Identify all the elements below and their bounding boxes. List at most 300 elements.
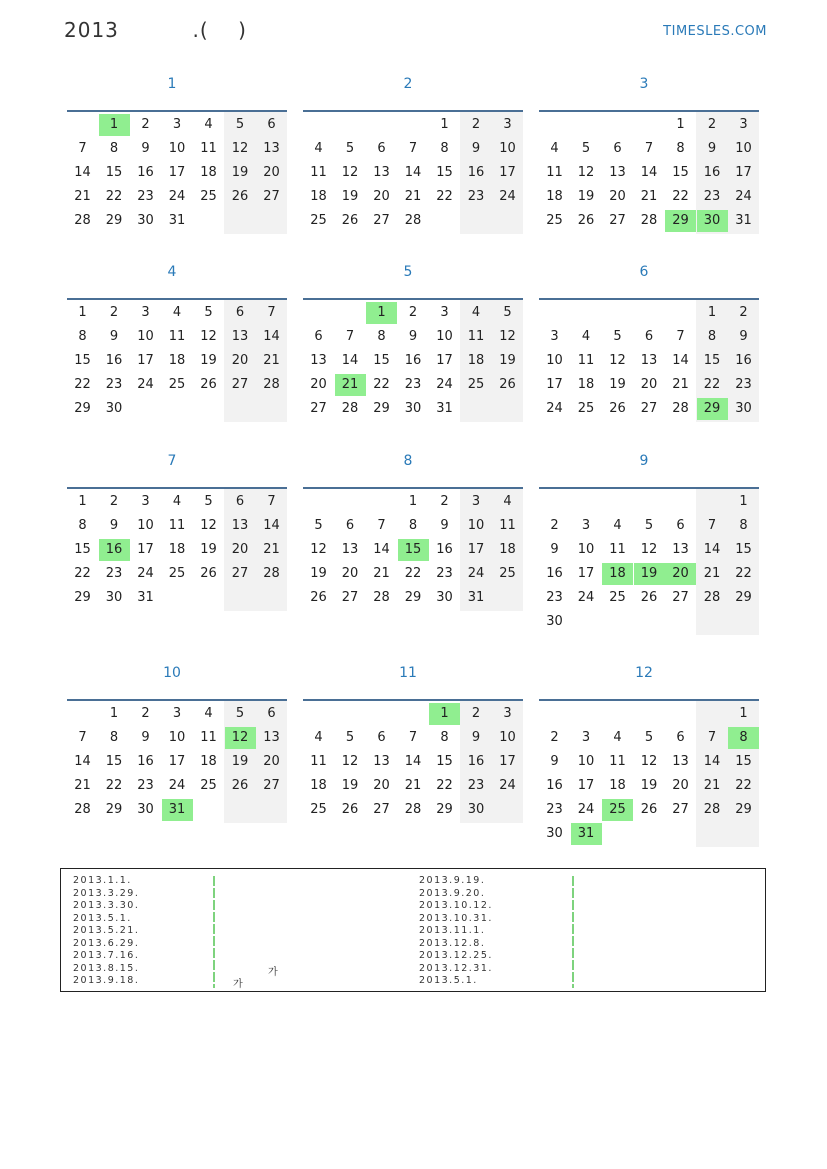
calendar-date: 2 — [471, 117, 481, 132]
calendar-date: 27 — [231, 566, 249, 581]
calendar-date: 5 — [613, 329, 622, 344]
calendar-date: 19 — [231, 754, 249, 769]
calendar-date: 7 — [78, 141, 87, 156]
calendar-date: 27 — [373, 802, 390, 817]
calendar-date: 27 — [373, 213, 390, 228]
calendar-date: 26 — [640, 590, 658, 605]
calendar-date: 28 — [263, 377, 280, 392]
calendar-date: 23 — [105, 566, 123, 581]
month-label: 2 — [403, 76, 413, 92]
calendar-date: 17 — [499, 165, 516, 180]
calendar-date: 18 — [200, 754, 217, 769]
calendar-date: 21 — [703, 566, 721, 581]
calendar-date: 9 — [440, 518, 449, 533]
holiday-date: 21 — [335, 374, 366, 396]
legend-date: 2013.5.21. — [73, 925, 140, 936]
calendar-date: 1 — [109, 706, 119, 721]
calendar-date: 20 — [640, 377, 658, 392]
calendar-date: 13 — [672, 754, 689, 769]
calendar-date: 25 — [310, 213, 327, 228]
calendar-date: 23 — [735, 377, 752, 392]
calendar-date: 16 — [703, 165, 721, 180]
calendar-date: 1 — [78, 494, 87, 509]
calendar-date: 16 — [467, 754, 485, 769]
calendar-date: 8 — [440, 730, 449, 745]
calendar-date: 10 — [499, 730, 516, 745]
legend-date: 2013.6.29. — [73, 937, 140, 949]
calendar-date: 18 — [609, 778, 626, 793]
calendar-date: 29 — [105, 802, 123, 817]
calendar-date: 2 — [440, 494, 449, 509]
calendar-date: 14 — [703, 542, 721, 557]
calendar-date: 6 — [235, 494, 245, 509]
legend-date: 2013.8.15. — [73, 962, 140, 974]
legend-date: 2013.3.29. — [73, 887, 140, 899]
calendar-date: 23 — [404, 377, 422, 392]
calendar-date: 24 — [168, 189, 186, 204]
month-label: 11 — [399, 665, 417, 681]
calendar-date: 13 — [231, 518, 249, 533]
calendar-date: 29 — [74, 401, 91, 416]
legend-note: 가 — [268, 967, 278, 978]
calendar-date: 12 — [341, 754, 359, 769]
calendar-date: 6 — [267, 117, 276, 132]
calendar-date: 3 — [503, 706, 512, 721]
calendar-date: 23 — [467, 189, 485, 204]
calendar-date: 2 — [550, 730, 559, 745]
calendar-date: 14 — [640, 165, 658, 180]
calendar-date: 11 — [499, 518, 516, 533]
calendar-date: 3 — [581, 730, 591, 745]
calendar-date: 31 — [735, 213, 752, 228]
calendar-date: 15 — [105, 165, 123, 180]
calendar-date: 11 — [310, 754, 327, 769]
calendar-date: 16 — [436, 542, 453, 557]
calendar-date: 19 — [310, 566, 327, 581]
calendar-date: 6 — [314, 329, 323, 344]
calendar-date: 7 — [267, 305, 276, 320]
calendar-date: 12 — [499, 329, 516, 344]
calendar-date: 24 — [577, 802, 595, 817]
calendar-date: 8 — [109, 141, 119, 156]
calendar-date: 30 — [105, 590, 123, 605]
calendar-date: 23 — [436, 566, 453, 581]
month-label: 9 — [639, 453, 649, 469]
calendar-date: 15 — [735, 542, 752, 557]
calendar-date: 20 — [373, 778, 390, 793]
calendar-date: 6 — [644, 329, 654, 344]
calendar-date: 22 — [703, 377, 721, 392]
calendar-date: 4 — [581, 329, 591, 344]
calendar-date: 9 — [408, 329, 418, 344]
calendar-date: 21 — [74, 778, 91, 793]
calendar-date: 22 — [436, 189, 453, 204]
calendar-date: 31 — [168, 213, 186, 228]
month-label: 10 — [163, 665, 181, 681]
calendar-date: 16 — [546, 778, 563, 793]
calendar-date: 4 — [172, 494, 182, 509]
calendar-date: 17 — [137, 353, 154, 368]
calendar-date: 1 — [739, 494, 748, 509]
calendar-date: 17 — [436, 353, 453, 368]
calendar-date: 1 — [739, 706, 748, 721]
calendar-date: 17 — [577, 778, 595, 793]
holiday-date: 29 — [665, 210, 696, 232]
calendar-date: 10 — [577, 542, 595, 557]
calendar-date: 8 — [739, 518, 748, 533]
calendar-date: 27 — [640, 401, 658, 416]
calendar-date: 9 — [707, 141, 717, 156]
calendar-date: 7 — [408, 730, 418, 745]
calendar-date: 9 — [471, 141, 481, 156]
calendar-date: 12 — [341, 165, 359, 180]
calendar-date: 26 — [640, 802, 658, 817]
calendar-date: 7 — [377, 518, 386, 533]
calendar-date: 10 — [168, 730, 186, 745]
calendar-date: 29 — [735, 802, 752, 817]
calendar-date: 2 — [707, 117, 717, 132]
calendar-date: 27 — [672, 590, 689, 605]
month-label: 6 — [639, 264, 649, 280]
holiday-date: 15 — [398, 539, 429, 561]
calendar-date: 5 — [235, 706, 245, 721]
calendar-date: 11 — [609, 542, 626, 557]
legend-date: 2013.10.31. — [419, 912, 493, 924]
calendar-date: 1 — [408, 494, 418, 509]
calendar-date: 6 — [235, 305, 245, 320]
calendar-date: 22 — [735, 778, 752, 793]
calendar-date: 23 — [546, 802, 563, 817]
calendar-date: 18 — [499, 542, 516, 557]
calendar-date: 9 — [550, 542, 559, 557]
calendar-date: 24 — [499, 189, 516, 204]
calendar-date: 29 — [74, 590, 91, 605]
calendar-date: 21 — [74, 189, 91, 204]
calendar-date: 24 — [137, 566, 154, 581]
calendar-date: 2 — [109, 494, 119, 509]
calendar-date: 3 — [141, 494, 150, 509]
calendar-date: 30 — [467, 802, 485, 817]
calendar-date: 13 — [672, 542, 689, 557]
calendar-date: 28 — [672, 401, 689, 416]
site-name[interactable]: TIMESLES.COM — [663, 24, 767, 39]
calendar-date: 17 — [499, 754, 516, 769]
legend-color-bar — [213, 876, 215, 988]
calendar-date: 16 — [404, 353, 422, 368]
calendar-date: 26 — [577, 213, 595, 228]
calendar-date: 26 — [231, 778, 249, 793]
calendar-date: 2 — [408, 305, 418, 320]
calendar-date: 23 — [703, 189, 721, 204]
calendar-date: 5 — [314, 518, 323, 533]
legend-dates-right — [419, 875, 493, 988]
holiday-date: 31 — [162, 799, 193, 821]
calendar-date: 12 — [310, 542, 327, 557]
calendar-date: 9 — [550, 754, 559, 769]
calendar-date: 28 — [703, 802, 721, 817]
holiday-legend — [60, 868, 766, 992]
calendar-date: 28 — [341, 401, 359, 416]
calendar-date: 25 — [168, 566, 186, 581]
calendar-date: 24 — [137, 377, 154, 392]
calendar-date: 23 — [137, 189, 154, 204]
month-label: 3 — [639, 76, 649, 92]
calendar-date: 22 — [74, 377, 91, 392]
calendar-date: 8 — [676, 141, 685, 156]
calendar-date: 25 — [310, 802, 327, 817]
calendar-date: 22 — [105, 189, 123, 204]
calendar-date: 13 — [609, 165, 626, 180]
month-label: 5 — [403, 264, 413, 280]
calendar-date: 25 — [546, 213, 563, 228]
calendar-date: 12 — [200, 329, 217, 344]
calendar-date: 5 — [345, 141, 355, 156]
calendar-date: 22 — [74, 566, 91, 581]
calendar-date: 7 — [267, 494, 276, 509]
calendar-date: 15 — [373, 353, 390, 368]
calendar-date: 15 — [735, 754, 752, 769]
calendar-date: 26 — [200, 377, 217, 392]
calendar-date: 17 — [168, 165, 186, 180]
calendar-date: 15 — [74, 353, 91, 368]
calendar-date: 18 — [310, 778, 327, 793]
calendar-date: 13 — [341, 542, 359, 557]
calendar-date: 29 — [105, 213, 123, 228]
calendar-date: 11 — [609, 754, 626, 769]
legend-dates-left — [73, 875, 139, 988]
calendar-date: 30 — [436, 590, 453, 605]
calendar-date: 5 — [204, 494, 213, 509]
calendar-date: 30 — [404, 401, 422, 416]
calendar-date: 30 — [546, 826, 563, 841]
calendar-date: 27 — [310, 401, 327, 416]
calendar-date: 22 — [672, 189, 689, 204]
calendar-date: 14 — [404, 754, 422, 769]
calendar-date: 18 — [168, 353, 186, 368]
calendar-date: 17 — [735, 165, 752, 180]
calendar-date: 9 — [109, 329, 119, 344]
calendar-date: 3 — [172, 117, 182, 132]
calendar-date: 6 — [613, 141, 622, 156]
calendar-date: 31 — [137, 590, 154, 605]
month-label: 1 — [167, 76, 177, 92]
calendar-date: 4 — [503, 494, 512, 509]
calendar-date: 27 — [263, 189, 280, 204]
calendar-date: 19 — [609, 377, 626, 392]
calendar-date: 13 — [231, 329, 249, 344]
calendar-date: 18 — [200, 165, 217, 180]
calendar-date: 26 — [341, 213, 359, 228]
calendar-date: 28 — [373, 590, 390, 605]
legend-date: 2013.5.1. — [73, 912, 132, 924]
holiday-date: 8 — [728, 727, 759, 749]
calendar-date: 26 — [231, 189, 249, 204]
calendar-date: 8 — [377, 329, 386, 344]
calendar-date: 8 — [408, 518, 418, 533]
calendar-date: 18 — [546, 189, 563, 204]
calendar-date: 4 — [204, 706, 213, 721]
calendar-date: 25 — [168, 377, 186, 392]
calendar-date: 14 — [341, 353, 359, 368]
legend-date: 2013.3.30. — [73, 900, 140, 911]
calendar-date: 30 — [735, 401, 752, 416]
calendar-date: 20 — [310, 377, 327, 392]
calendar-date: 28 — [640, 213, 658, 228]
calendar-date: 5 — [644, 730, 654, 745]
calendar-date: 18 — [577, 377, 595, 392]
calendar-date: 4 — [550, 141, 559, 156]
calendar-date: 2 — [471, 706, 481, 721]
calendar-date: 15 — [105, 754, 123, 769]
calendar-date: 4 — [613, 518, 622, 533]
calendar-date: 4 — [204, 117, 213, 132]
calendar-date: 28 — [74, 802, 91, 817]
calendar-date: 26 — [609, 401, 626, 416]
calendar-date: 13 — [263, 730, 280, 745]
calendar-date: 18 — [467, 353, 485, 368]
holiday-date: 1 — [99, 114, 130, 136]
calendar-date: 29 — [404, 590, 422, 605]
calendar-date: 5 — [644, 518, 654, 533]
calendar-date: 19 — [577, 189, 595, 204]
calendar-date: 10 — [735, 141, 752, 156]
calendar-date: 7 — [345, 329, 355, 344]
calendar-date: 4 — [172, 305, 182, 320]
calendar-date: 20 — [373, 189, 390, 204]
calendar-date: 14 — [373, 542, 390, 557]
calendar-date: 19 — [341, 778, 359, 793]
calendar-date: 25 — [577, 401, 595, 416]
calendar-date: 6 — [676, 730, 685, 745]
calendar-date: 6 — [377, 730, 386, 745]
calendar-date: 20 — [263, 165, 280, 180]
calendar-date: 19 — [499, 353, 516, 368]
calendar-date: 1 — [78, 305, 87, 320]
calendar-date: 11 — [200, 141, 217, 156]
calendar-date: 13 — [640, 353, 658, 368]
calendar-date: 21 — [404, 189, 422, 204]
calendar-date: 16 — [467, 165, 485, 180]
calendar-date: 27 — [609, 213, 626, 228]
calendar-date: 5 — [581, 141, 591, 156]
calendar-date: 22 — [735, 566, 752, 581]
calendar-date: 15 — [672, 165, 689, 180]
calendar-date: 24 — [467, 566, 485, 581]
calendar-date: 7 — [707, 730, 717, 745]
calendar-date: 3 — [141, 305, 150, 320]
calendar-date: 31 — [467, 590, 485, 605]
calendar-date: 9 — [109, 518, 119, 533]
calendar-date: 11 — [577, 353, 595, 368]
page-title: 2013 .( ) — [64, 18, 247, 42]
calendar-date: 29 — [735, 590, 752, 605]
month-label: 7 — [167, 453, 177, 469]
calendar-date: 4 — [314, 141, 323, 156]
calendar-date: 24 — [546, 401, 563, 416]
calendar-date: 14 — [672, 353, 689, 368]
calendar-date: 26 — [341, 802, 359, 817]
calendar-date: 16 — [546, 566, 563, 581]
calendar-date: 13 — [263, 141, 280, 156]
calendar-date: 11 — [168, 518, 186, 533]
month-label: 4 — [167, 264, 177, 280]
calendar-date: 2 — [739, 305, 748, 320]
calendar-date: 7 — [408, 141, 418, 156]
calendar-date: 12 — [231, 141, 249, 156]
calendar-date: 25 — [200, 189, 217, 204]
calendar-date: 28 — [74, 213, 91, 228]
calendar-date: 12 — [577, 165, 595, 180]
calendar-date: 19 — [231, 165, 249, 180]
calendar-date: 14 — [404, 165, 422, 180]
legend-date: 2013.9.18. — [73, 975, 140, 986]
calendar-date: 23 — [467, 778, 485, 793]
calendar-date: 10 — [168, 141, 186, 156]
calendar-date: 11 — [168, 329, 186, 344]
calendar-date: 3 — [739, 117, 748, 132]
legend-date: 2013.12.25. — [419, 950, 493, 961]
calendar-date: 23 — [105, 377, 123, 392]
calendar-date: 24 — [735, 189, 752, 204]
calendar-date: 1 — [440, 117, 449, 132]
calendar-date: 18 — [168, 542, 186, 557]
calendar-date: 30 — [105, 401, 123, 416]
calendar-date: 1 — [676, 117, 685, 132]
holiday-date: 1 — [429, 703, 460, 725]
calendar-date: 14 — [263, 518, 280, 533]
calendar-date: 18 — [310, 189, 327, 204]
holiday-date: 30 — [697, 210, 728, 232]
calendar-date: 8 — [707, 329, 717, 344]
calendar-date: 21 — [672, 377, 689, 392]
calendar-date: 26 — [310, 590, 327, 605]
calendar-date: 15 — [703, 353, 721, 368]
legend-date: 2013.12.31. — [419, 962, 493, 974]
calendar-date: 20 — [263, 754, 280, 769]
holiday-date: 16 — [99, 539, 130, 561]
calendar-date: 12 — [200, 518, 217, 533]
calendar-date: 15 — [436, 165, 453, 180]
month-label: 12 — [635, 665, 653, 681]
calendar-date: 12 — [640, 542, 658, 557]
legend-date: 2013.11.1. — [419, 925, 486, 936]
calendar-date: 25 — [467, 377, 485, 392]
calendar-date: 5 — [204, 305, 213, 320]
calendar-date: 28 — [263, 566, 280, 581]
calendar-date: 8 — [440, 141, 449, 156]
legend-date: 2013.12.8. — [419, 937, 486, 949]
calendar-date: 19 — [200, 542, 217, 557]
calendar-date: 31 — [436, 401, 453, 416]
calendar-date: 11 — [467, 329, 485, 344]
calendar-date: 26 — [499, 377, 516, 392]
legend-date: 2013.10.12. — [419, 900, 493, 911]
calendar-date: 5 — [235, 117, 245, 132]
calendar-date: 30 — [137, 213, 154, 228]
calendar-date: 15 — [74, 542, 91, 557]
calendar-date: 10 — [436, 329, 453, 344]
calendar-date: 14 — [74, 165, 91, 180]
calendar-date: 10 — [137, 518, 154, 533]
calendar-date: 22 — [436, 778, 453, 793]
legend-date: 2013.9.19. — [419, 875, 486, 886]
calendar-date: 21 — [373, 566, 390, 581]
calendar-date: 16 — [137, 165, 154, 180]
holiday-date: 19 — [634, 563, 665, 585]
calendar-date: 24 — [168, 778, 186, 793]
calendar-date: 16 — [137, 754, 154, 769]
calendar-date: 20 — [609, 189, 626, 204]
